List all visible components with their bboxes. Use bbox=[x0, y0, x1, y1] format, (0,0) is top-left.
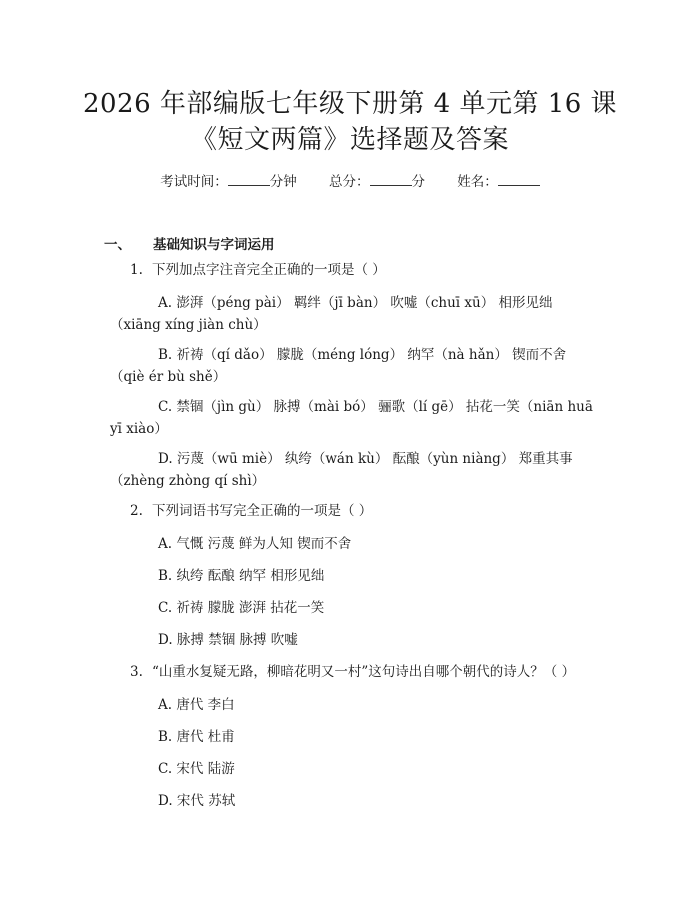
question-1-option-d: D. 污蔑（wū miè） 纨绔（wán kù） 酝酿（yùn niàng） 郑重其事（zhèng zhòng qí shì） bbox=[110, 451, 573, 489]
question-3-option-c: C. 宋代 陆游 bbox=[158, 761, 235, 777]
exam-name bbox=[457, 174, 540, 190]
question-text: 下列加点字注音完全正确的一项是（ ） bbox=[152, 262, 386, 278]
time-label: 考试时间： bbox=[160, 174, 228, 190]
section-number: 一、 bbox=[104, 237, 131, 253]
score-blank bbox=[370, 174, 412, 186]
time-unit: 分钟 bbox=[269, 174, 297, 190]
name-label: 姓名： bbox=[457, 174, 498, 190]
question-number: 3. bbox=[130, 664, 143, 680]
question-3-option-d: D. 宋代 苏轼 bbox=[158, 793, 236, 809]
question-2-option-d: D. 脉搏 禁锢 脉搏 吹嘘 bbox=[158, 632, 298, 648]
document-title-line-1: 2026 年部编版七年级下册第 4 单元第 16 课 bbox=[82, 89, 618, 119]
exam-score bbox=[329, 174, 425, 190]
question-1-option-a: A. 澎湃（péng pài） 羁绊（jī bàn） 吹嘘（chuī xū） 相形见绌（xiāng xíng jiàn chù） bbox=[110, 295, 553, 333]
question-text: 下列词语书写完全正确的一项是（ ） bbox=[152, 503, 373, 519]
question-2-option-c: C. 祈祷 朦胧 澎湃 拈花一笑 bbox=[158, 600, 325, 616]
question-1 bbox=[130, 259, 386, 281]
question-number: 2. bbox=[130, 503, 143, 519]
question-3-option-a: A. 唐代 李白 bbox=[158, 697, 235, 713]
question-1-option-c: C. 禁锢（jìn gù） 脉搏（mài bó） 骊歌（lí gē） 拈花一笑（niān huā yī xiào） bbox=[110, 399, 593, 437]
question-3 bbox=[130, 661, 575, 683]
document-title-line-2: 《短文两篇》选择题及答案 bbox=[190, 125, 509, 155]
name-blank bbox=[498, 174, 540, 186]
question-3-option-b: B. 唐代 杜甫 bbox=[158, 729, 235, 745]
question-number: 1. bbox=[130, 262, 143, 278]
score-unit: 分 bbox=[411, 174, 425, 190]
question-2-option-b: B. 纨绔 酝酿 纳罕 相形见绌 bbox=[158, 568, 325, 584]
question-1-option-b: B. 祈祷（qí dǎo） 朦胧（méng lóng） 纳罕（nà hǎn） 锲而不舍（qiè ér bù shě） bbox=[110, 347, 567, 385]
question-2-option-a: A. 气慨 污蔑 鲜为人知 锲而不舍 bbox=[158, 536, 352, 552]
section-heading bbox=[104, 233, 275, 253]
time-blank bbox=[228, 174, 270, 186]
question-text: “山重水复疑无路，柳暗花明又一村”这句诗出自哪个朝代的诗人？（ ） bbox=[152, 664, 576, 680]
question-2 bbox=[130, 500, 372, 522]
exam-info bbox=[0, 170, 700, 190]
score-label: 总分： bbox=[329, 174, 370, 190]
exam-time bbox=[160, 174, 297, 190]
section-title: 基础知识与字词运用 bbox=[153, 237, 275, 253]
